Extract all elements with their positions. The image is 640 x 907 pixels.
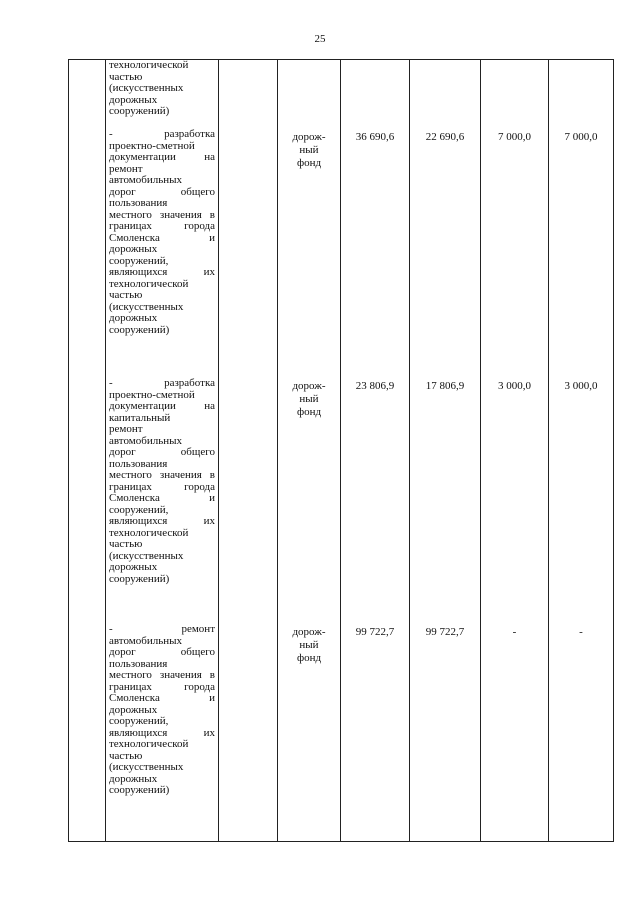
description-line: (искусственных	[109, 300, 184, 313]
description-line: являющихся их	[109, 266, 215, 278]
description-line: частью	[109, 749, 143, 762]
description-line: частью	[109, 289, 143, 301]
description-line: документации на	[109, 151, 215, 163]
description-line: дорог общего	[109, 646, 215, 658]
funding-source	[278, 131, 340, 170]
description-line: - разработка	[109, 128, 215, 140]
total-column	[341, 60, 410, 842]
description-line: сооружений)	[109, 784, 170, 796]
description-line: проектно-сметной	[109, 139, 195, 152]
description-line: сооружений,	[109, 503, 169, 516]
amount-value: 3 000,0	[564, 380, 598, 392]
description-line: автомобильных	[109, 634, 182, 647]
page-number: 25	[314, 33, 326, 45]
funding-source-line: ный	[299, 393, 319, 405]
funding-source-line: ный	[299, 639, 319, 651]
description-line: пользования	[109, 657, 168, 670]
description-line: границах города	[109, 220, 215, 232]
item-description	[106, 129, 218, 336]
funding-source-line: фонд	[296, 652, 322, 664]
amount-value: 36 690,6	[355, 131, 395, 143]
description-line: сооружений)	[109, 572, 170, 585]
description-line: (искусственных	[109, 549, 184, 562]
description-line: дорожных	[109, 243, 158, 255]
description-line: Смоленска и	[109, 231, 215, 244]
description-line: границах города	[109, 480, 215, 493]
description-line: сооружений)	[109, 105, 170, 117]
description-line: пользования	[109, 457, 168, 470]
funding-source-line: дорож-	[292, 626, 326, 638]
description-line: ремонт	[109, 162, 143, 175]
year2-column	[481, 60, 549, 842]
amount-value: 3 000,0	[498, 380, 531, 392]
description-line: технологической	[109, 738, 189, 750]
amount-value: 22 690,6	[425, 131, 465, 143]
amount-value: 99 722,7	[425, 626, 465, 638]
amount-value: 7 000,0	[498, 131, 531, 143]
description-line: технологической	[109, 277, 189, 290]
description-line: дорог общего	[109, 185, 215, 198]
description-line: технологической	[109, 526, 189, 539]
year3-column	[549, 60, 614, 842]
description-line: капитальный	[109, 411, 171, 424]
funding-source	[278, 380, 340, 419]
empty-column	[219, 60, 278, 842]
amount-value: -	[579, 626, 583, 638]
funding-source-line: фонд	[296, 406, 322, 418]
funding-source-line: дорож-	[292, 131, 326, 143]
amount-value: -	[512, 626, 517, 638]
budget-table	[68, 59, 614, 842]
description-line: автомобильных	[109, 434, 182, 447]
amount-value: 23 806,9	[355, 380, 395, 392]
amount-value: 17 806,9	[425, 380, 465, 392]
funding-source	[278, 626, 340, 665]
description-line: Смоленска и	[109, 692, 215, 704]
description-line: частью	[109, 538, 143, 550]
item-description	[106, 60, 218, 118]
description-line: дорожных	[109, 93, 158, 106]
item-description	[106, 624, 218, 797]
description-line: местного значения в	[109, 469, 215, 481]
description-column	[106, 60, 219, 842]
description-line: сооружений,	[109, 254, 169, 267]
description-line: дорожных	[109, 772, 158, 785]
description-line: являющихся их	[109, 515, 215, 527]
description-line: (искусственных	[109, 761, 184, 773]
description-line: (искусственных	[109, 82, 184, 94]
description-line: являющихся их	[109, 726, 215, 739]
funding-source-line: фонд	[296, 157, 322, 169]
description-line: дорожных	[109, 703, 158, 716]
description-line: пользования	[109, 197, 168, 209]
description-line: проектно-сметной	[109, 388, 195, 401]
description-line: Смоленска и	[109, 492, 215, 504]
description-line: документации на	[109, 400, 215, 412]
funding-source-line: ный	[299, 144, 319, 156]
number-column	[69, 60, 106, 842]
description-line: дорог общего	[109, 446, 215, 458]
description-line: - разработка	[109, 377, 215, 389]
description-line: автомобильных	[109, 174, 182, 186]
description-line: местного значения в	[109, 669, 215, 681]
amount-value: 99 722,7	[355, 626, 395, 638]
amount-value: 7 000,0	[564, 131, 598, 143]
description-line: частью	[109, 70, 143, 83]
description-line: местного значения в	[109, 208, 215, 221]
table-row	[69, 60, 614, 842]
description-line: дорожных	[109, 561, 158, 573]
funding-source-line: дорож-	[292, 380, 326, 392]
description-line: технологической	[109, 59, 189, 71]
description-line: сооружений,	[109, 715, 169, 727]
description-line: дорожных	[109, 312, 158, 324]
description-line: ремонт	[109, 423, 143, 435]
year1-column	[410, 60, 481, 842]
description-line: - ремонт	[109, 623, 215, 635]
description-line: границах города	[109, 680, 215, 693]
item-description	[106, 378, 218, 585]
description-line: сооружений)	[109, 323, 170, 336]
source-column	[278, 60, 341, 842]
